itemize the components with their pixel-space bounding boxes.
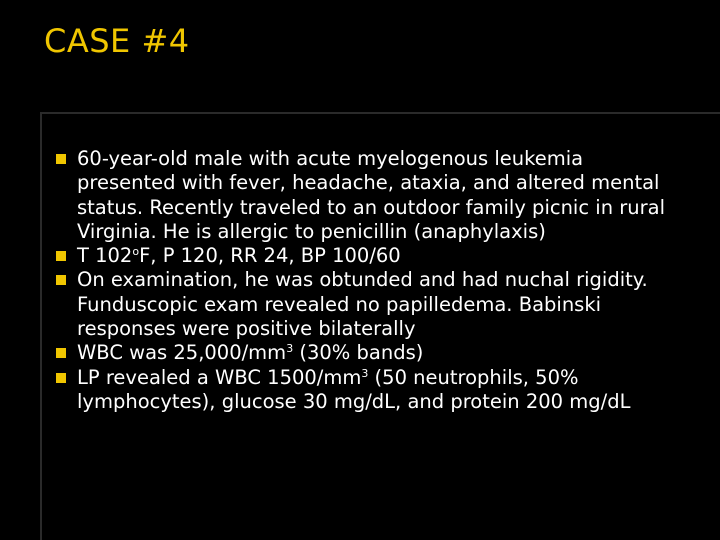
content-panel (40, 112, 720, 540)
bullet-item-lumbar-puncture (56, 366, 684, 415)
square-bullet-icon (56, 373, 66, 383)
bullet-text: 60-year-old male with acute myelogenous leukemia presented with fever, headache, ataxia, and altered mental status. Recently traveled to an outdoor family picnic in rural Virginia. He is allergic to penicillin (anaphylaxis) (77, 147, 666, 243)
bullet-text-pre: LP revealed a WBC 1500/mm (77, 365, 362, 389)
square-bullet-icon (56, 348, 66, 358)
square-bullet-icon (56, 154, 66, 164)
bullet-text-pre: WBC was 25,000/mm (77, 341, 287, 365)
bullet-text-post: F, P 120, RR 24, BP 100/60 (139, 244, 401, 268)
bullet-list (56, 147, 684, 414)
degree-superscript: o (132, 245, 140, 259)
bullet-item-diagnosis (56, 147, 684, 244)
bullet-text (77, 244, 401, 267)
bullet-text: On examination, he was obtunded and had nuchal rigidity. Funduscopic exam revealed no papilledema. Babinski responses were positive bilaterally (77, 268, 648, 341)
bullet-text-pre: T 102 (77, 244, 133, 268)
bullet-text-post: (30% bands) (293, 341, 424, 365)
bullet-text (77, 366, 630, 413)
square-bullet-icon (56, 275, 66, 285)
cubed-superscript: 3 (361, 366, 369, 380)
bullet-text (77, 341, 423, 364)
square-bullet-icon (56, 251, 66, 261)
cubed-superscript: 3 (286, 342, 294, 356)
bullet-text-post: (50 neutrophils, 50% lymphocytes), glucose 30 mg/dL, and protein 200 mg/dL (77, 365, 631, 413)
slide-title: CASE #4 (44, 22, 190, 60)
bullet-item-examination (56, 268, 684, 341)
bullet-item-vitals (56, 244, 684, 268)
bullet-item-wbc (56, 341, 684, 365)
